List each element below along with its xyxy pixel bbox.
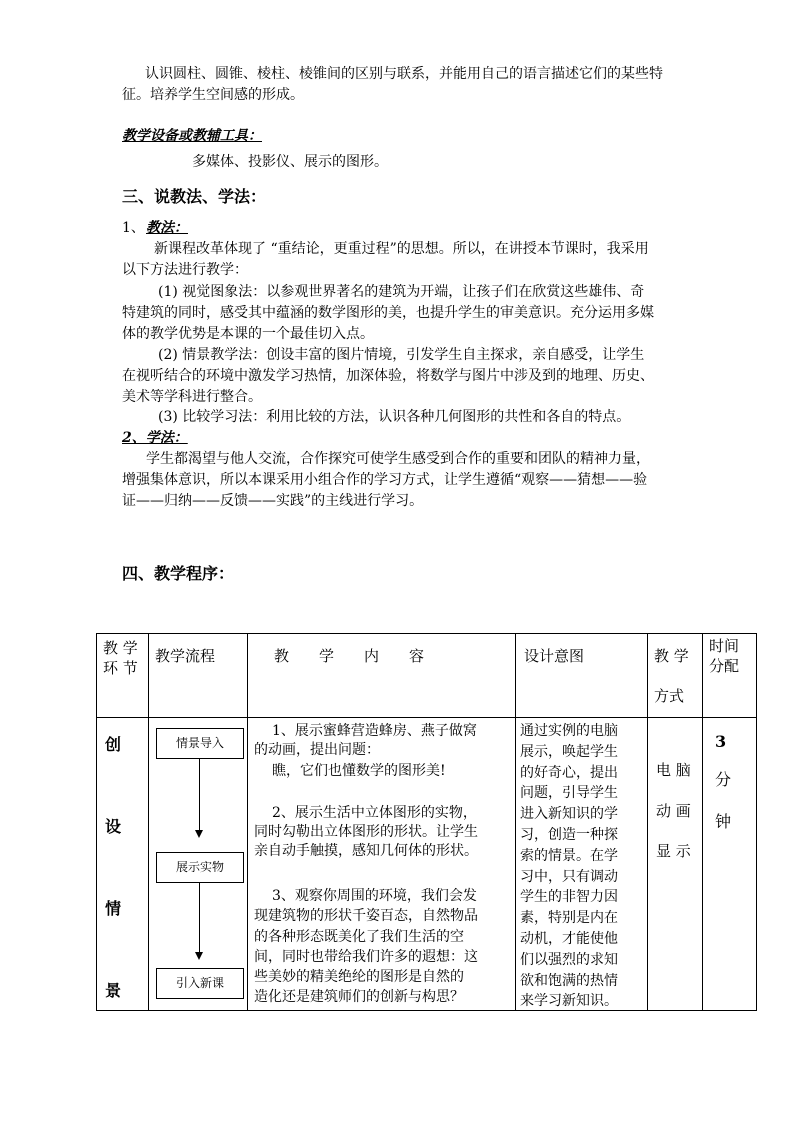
header-time-line-2: 分配: [709, 657, 740, 675]
header-intent-label: 设计意图: [524, 647, 585, 665]
stage-char-4: 景: [105, 981, 122, 1000]
intent-line-7: 索的情景。在学: [520, 847, 618, 864]
content-p3-line-2: 现建筑物的形状千姿百态，自然物品: [254, 908, 478, 924]
content-p1-line-1: 1、展示蜜蜂营造蜂房、燕子做窝: [272, 723, 477, 739]
intent-line-1: 通过实例的电脑: [520, 723, 618, 739]
objective-line-1: 认识圆柱、圆锥、棱柱、棱锥间的区别与联系，并能用自己的语言描述它们的某些特: [145, 66, 663, 82]
content-p3-line-6: 造化还是建筑师们的创新与构思？: [254, 989, 464, 1005]
flow-arrow-line-2: [199, 883, 200, 953]
method-line-3: 显 示: [656, 842, 691, 860]
time-line-1: 3: [715, 732, 727, 751]
method1-line-3: 体的教学优势是本课的一个最佳切入点。: [122, 326, 374, 342]
objective-line-2: 征。培养学生空间感的形成。: [122, 87, 304, 103]
header-intent: [516, 634, 648, 718]
content-p1-line-2: 的动画，提出问题：: [254, 742, 380, 758]
flow-box-intro: 情景导入: [156, 728, 244, 759]
section4-title: 四、教学程序：: [122, 564, 235, 583]
intent-line-5: 进入新知识的学: [520, 806, 618, 823]
time-cell: [703, 718, 757, 1011]
method-line-2: 动 画: [656, 802, 691, 820]
equipment-text: 多媒体、投影仪、展示的图形。: [192, 154, 388, 170]
content-p3-line-3: 的各种形态既美化了我们生活的空: [254, 929, 464, 945]
content-cell: [248, 718, 516, 1011]
content-p2-line-1: 2、展示生活中立体图形的实物，: [272, 805, 477, 821]
stage-char-1: 创: [105, 735, 122, 754]
header-stage: [97, 634, 149, 718]
method-line-1: 电 脑: [656, 761, 691, 779]
learning-line-2: 增强集体意识，所以本课采用小组合作的学习方式，让学生遵循“观察——猜想——验: [122, 472, 648, 488]
method2-line-1: (2) 情景教学法：创设丰富的图片情境，引发学生自主探求，亲自感受，让学生: [158, 347, 645, 363]
header-content-label: 教 学 内 容: [274, 647, 425, 665]
header-method-line-2: 方式: [654, 687, 685, 705]
intent-line-3: 的好奇心，提出: [520, 764, 618, 781]
time-line-2: 分: [715, 770, 732, 789]
intent-line-6: 习，创造一种探: [520, 827, 618, 843]
flow-arrow-head-2: [195, 952, 203, 960]
intent-line-9: 学生的非智力因: [520, 889, 618, 906]
header-method: [648, 634, 703, 718]
intent-line-13: 欲和饱满的热情: [520, 972, 618, 989]
intent-cell: [516, 718, 648, 1011]
intent-line-14: 来学习新知识。: [520, 993, 618, 1010]
method1-line-2: 特建筑的同时，感受其中蕴涵的数学图形的美，也提升学生的审美意识。充分运用多媒: [122, 305, 654, 321]
intent-line-8: 习中，只有调动: [520, 868, 618, 885]
intent-line-10: 素，特别是内在: [520, 910, 618, 927]
teaching-title: 教法：: [146, 220, 188, 236]
section3-title: 三、说教法、学法：: [122, 187, 267, 206]
header-flow: [149, 634, 248, 718]
flow-box-show: 展示实物: [156, 852, 244, 883]
stage-char-3: 情: [105, 899, 122, 918]
learning-line-1: 学生都渴望与他人交流，合作探究可使学生感受到合作的重要和团队的精神力量，: [146, 451, 650, 467]
learning-title: 2、学法：: [122, 430, 188, 446]
intent-line-2: 展示，唤起学生: [520, 743, 618, 760]
method2-line-3: 美术等学科进行整合。: [122, 389, 262, 405]
content-p1-line-3: 瞧，它们也懂数学的图形美!: [272, 763, 446, 779]
header-stage-line-2: 环 节: [103, 659, 138, 677]
method1-line-1: (1) 视觉图象法：以参观世界著名的建筑为开端，让孩子们在欣赏这些雄伟、奇: [158, 284, 645, 300]
flow-box-new: 引入新课: [156, 968, 244, 999]
stage-cell: [97, 718, 149, 1011]
intent-line-12: 们以强烈的求知: [520, 951, 618, 968]
header-flow-label: 教学流程: [155, 647, 216, 665]
content-p2-line-2: 同时勾勒出立体图形的形状。让学生: [254, 824, 478, 840]
equipment-title: 教学设备或教辅工具：: [122, 128, 262, 144]
header-method-line-1: 教 学: [654, 647, 689, 665]
time-line-3: 钟: [715, 812, 732, 831]
stage-char-2: 设: [105, 817, 122, 836]
content-p3-line-1: 3、观察你周围的环境，我们会发: [272, 888, 477, 904]
flow-cell: [149, 718, 248, 1011]
header-stage-line-1: 教 学: [103, 639, 138, 657]
learning-line-3: 证——归纳——反馈——实践”的主线进行学习。: [122, 493, 424, 509]
intro-line-2: 以下方法进行教学：: [122, 262, 248, 278]
content-p2-line-3: 亲自动手触摸，感知几何体的形状。: [254, 843, 478, 859]
method2-line-2: 在视听结合的环境中激发学习热情，加深体验，将数学与图片中涉及到的地理、历史、: [122, 368, 654, 384]
header-time-line-1: 时间: [709, 637, 740, 655]
content-p3-line-5: 些美妙的精美绝纶的图形是自然的: [254, 969, 464, 985]
method-cell: [648, 718, 703, 1011]
method3-line-1: (3) 比较学习法：利用比较的方法，认识各种几何图形的共性和各自的特点。: [158, 409, 631, 425]
header-time: [703, 634, 757, 718]
flow-arrow-line-1: [199, 759, 200, 831]
procedure-table: [96, 633, 757, 1011]
intent-line-11: 动机，才能使他: [520, 931, 618, 947]
header-content: [248, 634, 516, 718]
intro-line-1: 新课程改革体现了 “重结论，更重过程”的思想。所以，在讲授本节课时，我采用: [154, 241, 649, 257]
intent-line-4: 问题，引导学生: [520, 785, 618, 802]
content-p3-line-4: 间，同时也带给我们许多的遐想：这: [254, 949, 478, 965]
teaching-num: 1、: [122, 220, 145, 236]
flow-arrow-head-1: [195, 830, 203, 838]
